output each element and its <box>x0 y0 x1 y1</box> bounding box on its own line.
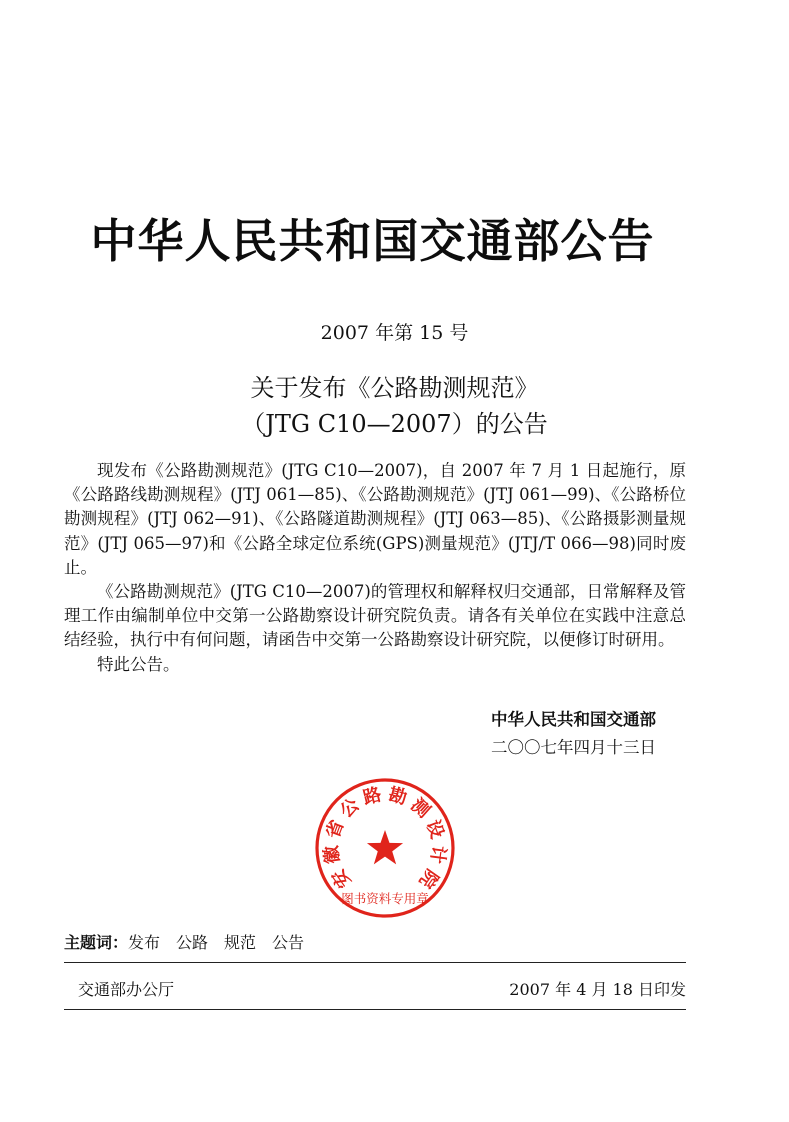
document-title: 中华人民共和国交通部公告 <box>90 214 655 268</box>
seal-bottom-text: 图书资料专用章 <box>341 891 429 906</box>
seal-ring-char: 勘 <box>386 784 409 809</box>
seal-ring-char: 省 <box>322 817 349 842</box>
keywords-items: 发布 公路 规范 公告 <box>128 933 305 952</box>
seal-ring-char: 路 <box>361 784 384 809</box>
subject-keywords <box>64 930 304 953</box>
seal-ring-char: 院 <box>414 865 443 892</box>
signature-date: 二〇〇七年四月十三日 <box>491 738 656 757</box>
body-paragraph-2: 《公路勘测规范》(JTG C10—2007)的管理权和解释权归交通部，日常解释及管理工作由编制单位中交第一公路勘察设计研究院负责。请各有关单位在实践中注意总结经验，执行中有何问题，请函告中交第一公路勘察设计研究院，以便修订时研用。 <box>64 582 686 650</box>
seal-ring-char: 徽 <box>320 844 344 865</box>
subtitle-line-2: （JTG C10—2007）的公告 <box>241 410 548 438</box>
seal-ring-char: 测 <box>406 794 434 823</box>
body-paragraph-3: 特此公告。 <box>97 654 180 674</box>
seal-star-icon <box>367 830 403 864</box>
red-seal-stamp <box>312 775 458 921</box>
body-paragraph-1: 现发布《公路勘测规范》(JTG C10—2007)，自 2007 年 7 月 1 日起施行，原《公路路线勘测规程》(JTJ 061—85)、《公路勘测规范》(JTJ 061—99)、《公路桥位勘测规程》(JTJ 062—91)、《公路隧道勘测规程》(JTJ 063—85)、《公路摄影测量规范》(JTJ 065—97)和《公路全球定位系统(GPS)测量规范》(JTJ/T 066—98)同时废止。 <box>64 461 686 577</box>
keywords-label: 主题词： <box>64 933 129 952</box>
footer-bottom-rule <box>64 1009 686 1010</box>
seal-ring-char: 计 <box>426 844 450 865</box>
footer-top-rule <box>64 962 686 963</box>
print-date: 2007 年 4 月 18 日印发 <box>509 980 686 999</box>
document-number: 2007 年第 15 号 <box>320 322 469 344</box>
seal-ring-char: 公 <box>336 794 364 823</box>
subtitle-line-1: 关于发布《公路勘测规范》 <box>250 374 539 402</box>
signature-organization: 中华人民共和国交通部 <box>491 710 656 729</box>
seal-ring-char: 安 <box>327 865 356 892</box>
announcement-body <box>64 459 686 677</box>
issuing-office: 交通部办公厅 <box>78 980 175 999</box>
seal-ring-char: 设 <box>421 817 448 842</box>
